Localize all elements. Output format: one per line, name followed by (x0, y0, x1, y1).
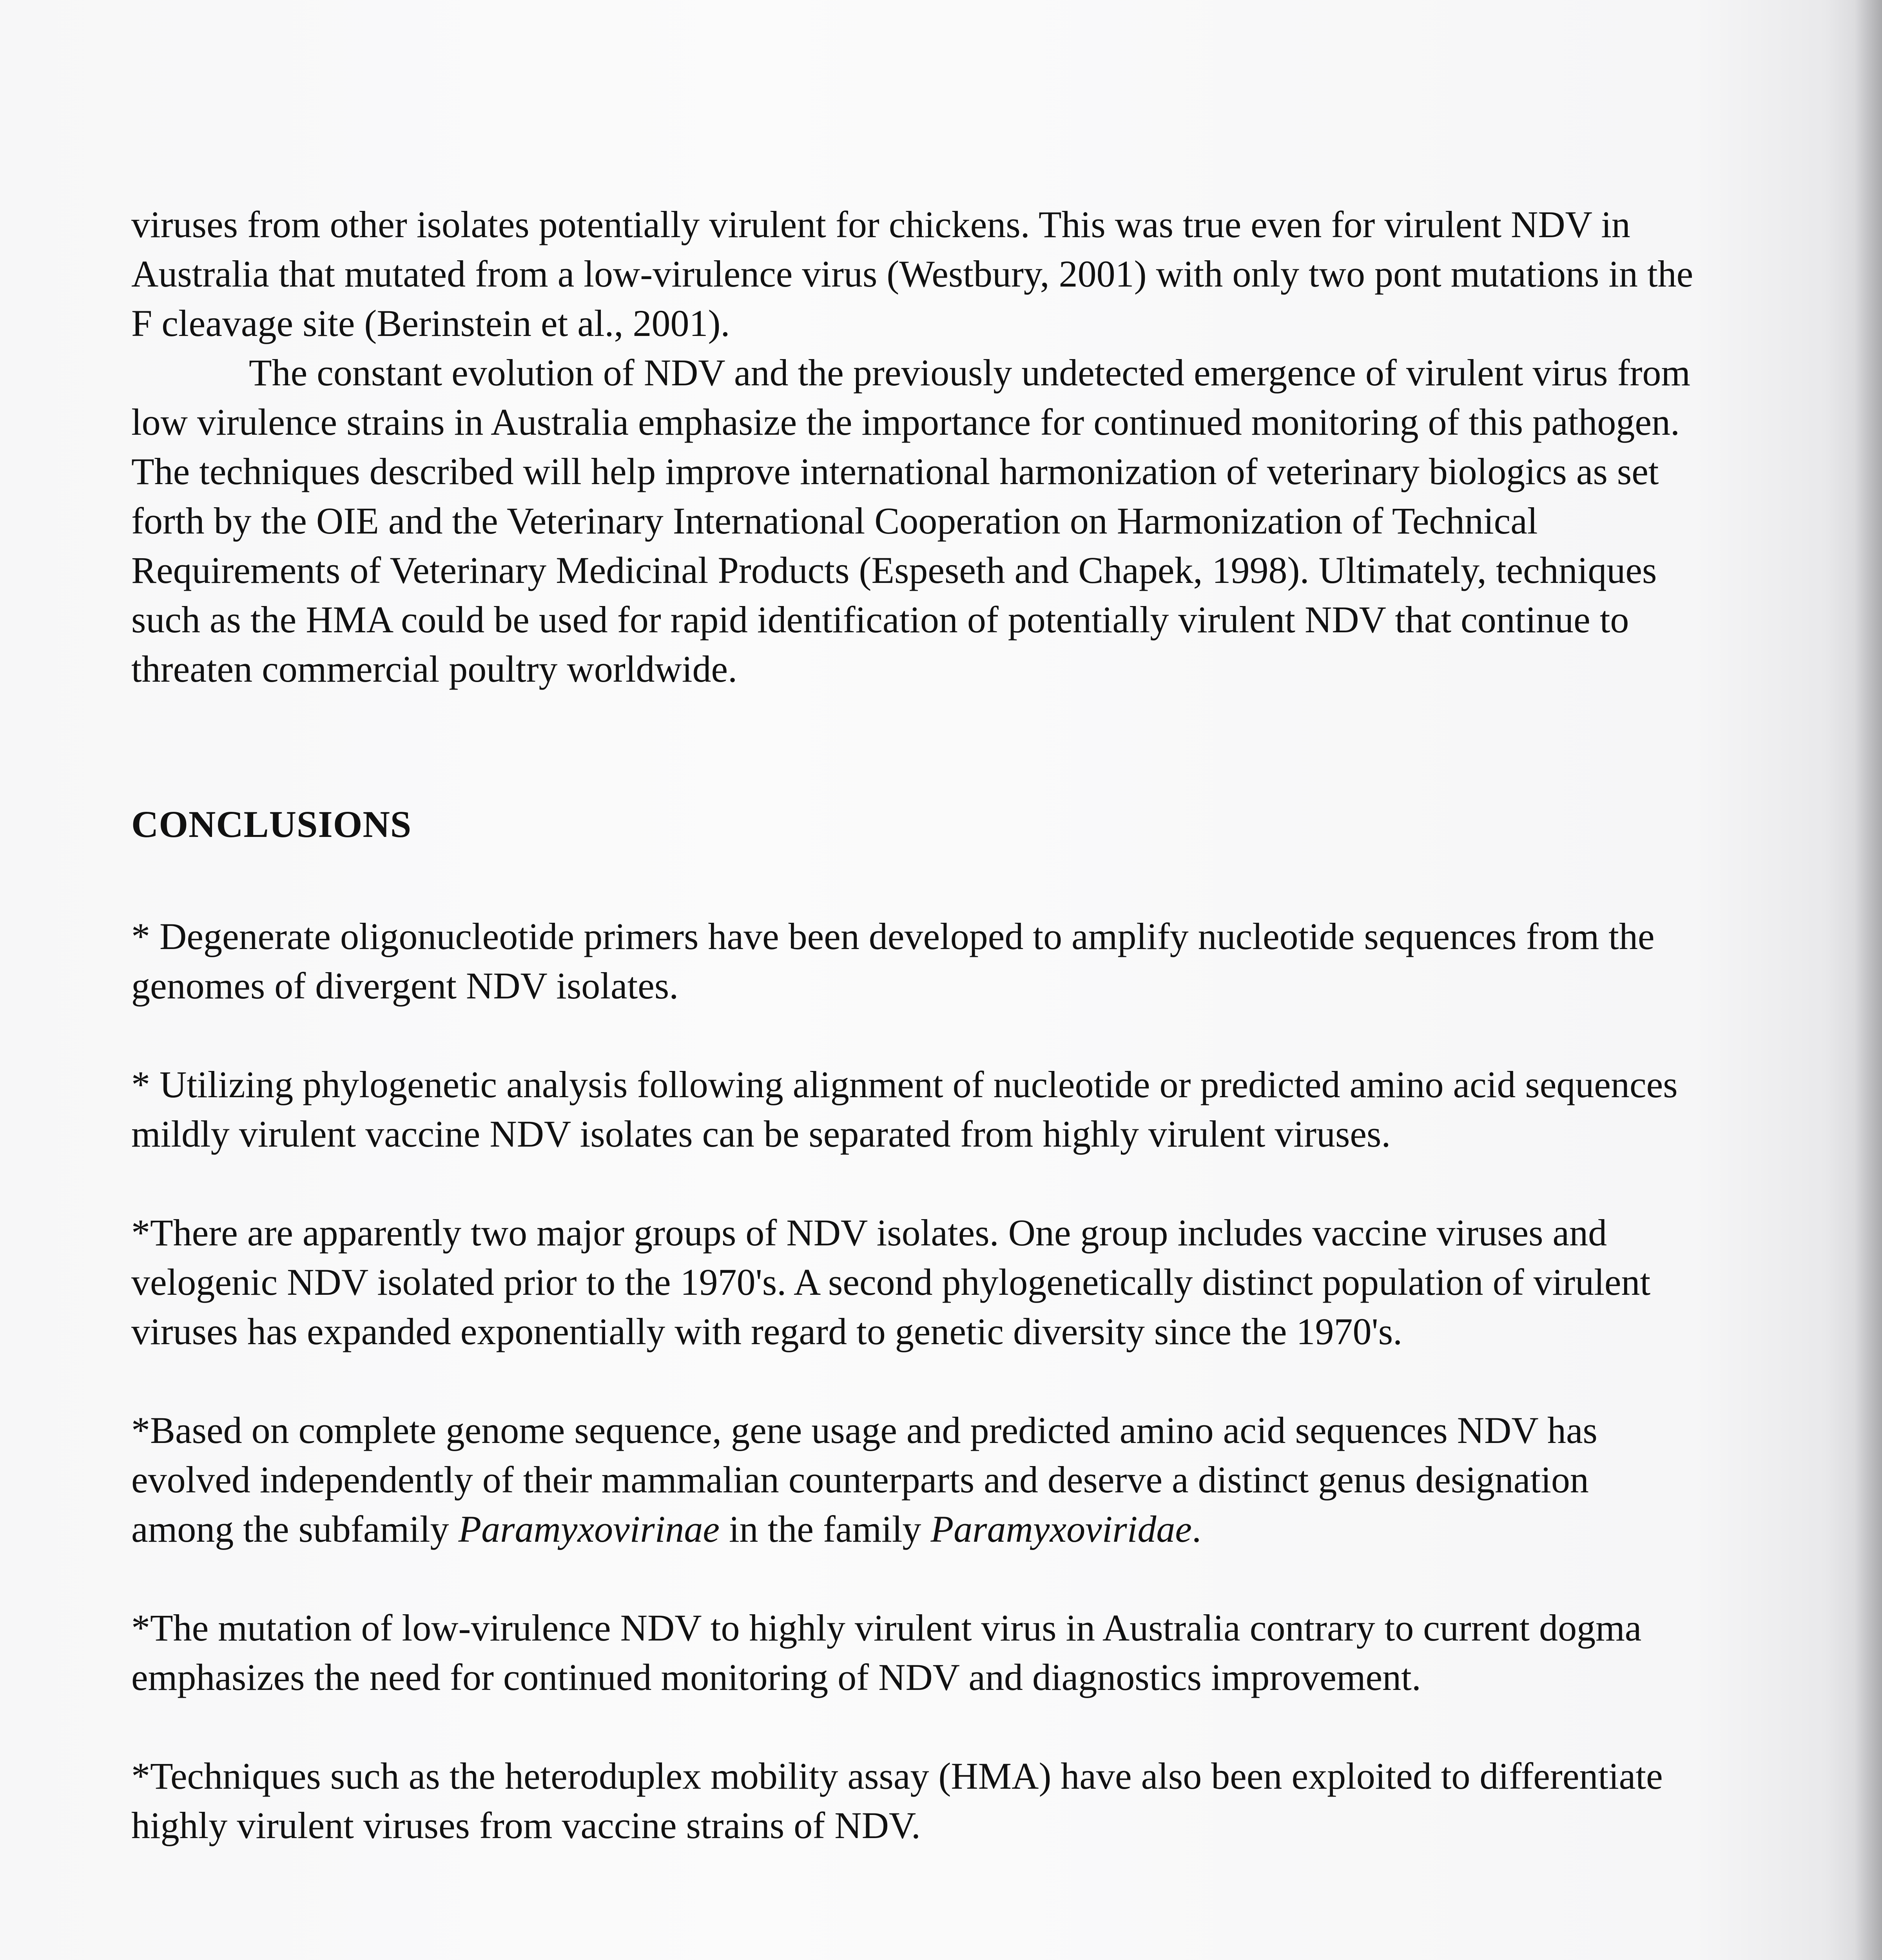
conclusion-item-6: *Techniques such as the heteroduplex mobility assay (HMA) have also been exploited to differentiate highly virulent viruses from vaccine strains of NDV. (131, 1755, 1663, 1846)
conclusion-item-4-text-b: in the family (719, 1508, 931, 1550)
conclusion-item-2: * Utilizing phylogenetic analysis following alignment of nucleotide or predicted amino acid sequences mildly virulent vaccine NDV isolates can be separated from highly virulent viruses. (131, 1063, 1678, 1155)
taxon-paramyxovirinae: Paramyxovirinae (458, 1508, 720, 1550)
taxon-paramyxoviridae: Paramyxoviridae (930, 1508, 1192, 1550)
body-paragraph-1: viruses from other isolates potentially virulent for chickens. This was true even for virulent NDV in Australia that mutated from a low-virulence virus (Westbury, 2001) with only two pont mutations in the F cleavage site (Berinstein et al., 2001). (131, 203, 1693, 344)
page-edge-shadow (1855, 0, 1882, 1960)
conclusion-item-4-text-c: . (1192, 1508, 1201, 1550)
body-paragraph-2: The constant evolution of NDV and the previously undetected emergence of virulent virus from low virulence strains in Australia emphasize the importance for continued monitoring of this pathogen. The techniques described will help improve international harmonization of veterinary biologics as set forth by the OIE and the Veterinary International Cooperation on Harmonization of Technical Requirements of Veterinary Medicinal Products (Espeseth and Chapek, 1998). Ultimately, techniques such as the HMA could be used for rapid identification of potentially virulent NDV that continue to threaten commercial poultry worldwide. (131, 352, 1691, 690)
conclusion-item-4-text-a: *Based on complete genome sequence, gene usage and predicted amino acid sequences NDV has evolved independently of their mammalian counterparts and deserve a distinct genus designation among the subfamily (131, 1409, 1597, 1550)
page-content (131, 200, 1695, 1850)
conclusions-heading: CONCLUSIONS (131, 803, 412, 845)
conclusion-item-5: *The mutation of low-virulence NDV to highly virulent virus in Australia contrary to current dogma emphasizes the need for continued monitoring of NDV and diagnostics improvement. (131, 1607, 1642, 1698)
conclusions-list (131, 912, 1695, 1850)
conclusion-item-4 (131, 1406, 1695, 1554)
conclusion-item-3: *There are apparently two major groups of NDV isolates. One group includes vaccine viruses and velogenic NDV isolated prior to the 1970's. A second phylogenetically distinct population of virulent viruses has expanded exponentially with regard to genetic diversity since the 1970's. (131, 1212, 1651, 1352)
conclusion-item-1: * Degenerate oligonucleotide primers have been developed to amplify nucleotide sequences from the genomes of divergent NDV isolates. (131, 915, 1655, 1007)
